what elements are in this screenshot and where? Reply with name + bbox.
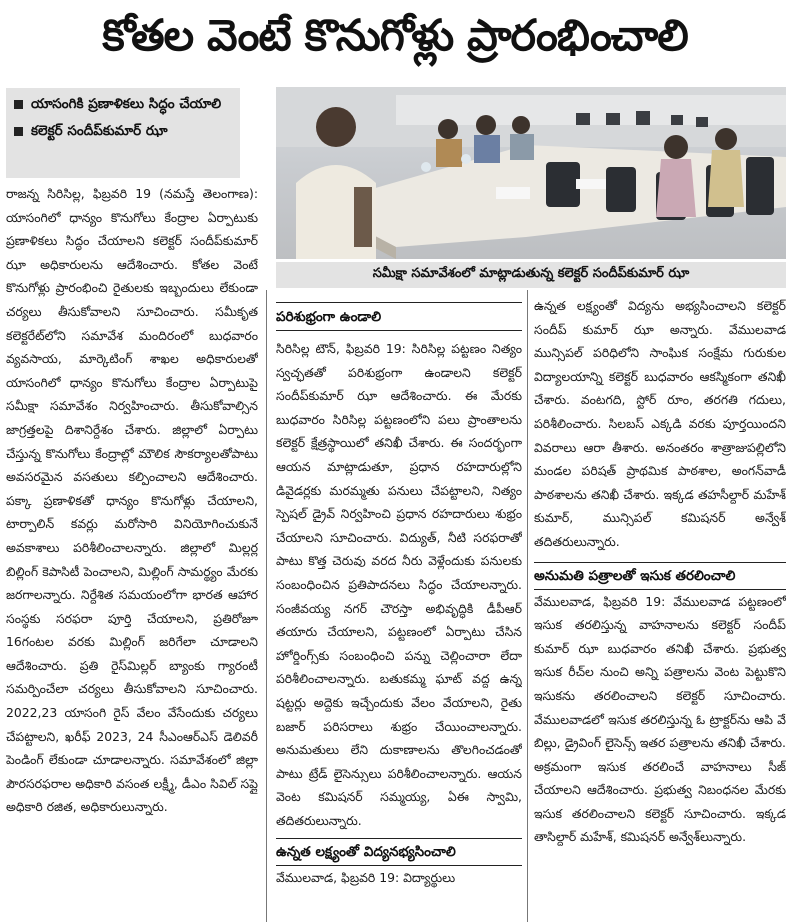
- subhead-rule: [276, 302, 522, 303]
- cleanliness-body: సిరిసిల్ల టౌన్, ఫిబ్రవరి 19: సిరిసిల్ల పట్టణం నిత్యం స్వచ్ఛతతో పరిశుభ్రంగా ఉండాలని కలెక్టర్ సందీప్‌కుమార్ ఝా ఆదేశించారు. ఈ మేరకు బుధవారం సిరిసిల్ల పట్టణంలోని పలు ప్రాంతాలను కలెక్టర్ క్షేత్రస్థాయిలో తనిఖీ చేశారు. ఈ సందర్భంగా ఆయన మాట్లాడుతూ, ప్రధాన రహదారుల్లోని డివైడర్లకు మరమ్మతు పనులు చేపట్టాలని, నిత్యం స్పెషల్ డ్రైవ్ నిర్వహించి ప్రధాన రహదారులు శుభ్రం చేయాలని సూచించారు. విద్యుత్, నీటి సరఫరాతో పాటు కొత్త చెరువు వరద నీరు వెళ్లేందుకు పనులకు సంబంధించిన ప్రతిపాదనలు సిద్ధం చేయాలన్నారు. సంజీవయ్య నగర్ చౌరస్తా అభివృద్ధికి డీపీఆర్ తయారు చేయాలని, పట్టణంలో ఏర్పాటు చేసిన హోర్డింగ్స్‌కు సంబంధించి పన్ను చెల్లించారా లేదా పరిశీలించాలన్నారు. బతుకమ్మ ఘాట్ వద్ద ఉన్న షట్టర్లు అద్దెకు ఇచ్చేందుకు వేలం వేయాలని, రైతు బజార్ పరిసరాలు శుభ్రం చేయించాలన్నారు. అనుమతులు లేని దుకాణాలను తొలగించడంతో పాటు ట్రేడ్ లైసెన్సులు పరిశీలించాలన్నారు. ఆయన వెంట కమిషనర్ సమ్మయ్య, ఏఈ స్వామి, తదితరులున్నారు.: [276, 341, 522, 828]
- education-body-start: వేములవాడ, ఫిబ్రవరి 19: విద్యార్థులు: [276, 870, 456, 886]
- highlight-text: యాసంగికి ప్రణాళికలు సిద్ధం చేయాలి: [31, 96, 222, 112]
- meeting-illustration: [276, 87, 786, 259]
- highlight-text: కలెక్టర్ సందీప్‌కుమార్ ఝా: [31, 123, 168, 139]
- highlight-item: [14, 121, 232, 142]
- main-story-column: [6, 182, 258, 922]
- education-subhead: ఉన్నత లక్ష్యంతో విద్యనభ్యసించాలి: [276, 838, 522, 866]
- sand-subhead: అనుమతి పత్రాలతో ఇసుక తరలించాలి: [534, 562, 786, 590]
- photo-caption: సమీక్షా సమావేశంలో మాట్లాడుతున్న కలెక్టర్ సందీప్‌కుమార్ ఝా: [276, 262, 786, 288]
- main-story-body: రాజన్న సిరిసిల్ల, ఫిబ్రవరి 19 (నమస్తే తెలంగాణ): యాసంగిలో ధాన్యం కొనుగోలు కేంద్రాల ఏర్పాటుకు ప్రణాళికలు సిద్ధం చేయాలని కలెక్టర్ సందీప్‌కుమార్ ఝా అధికారులను ఆదేశించారు. కోతల వెంటే కొనుగోళ్లు ప్రారంభించి రైతులకు ఇబ్బందులు లేకుండా చర్యలు తీసుకోవాలని సూచించారు. సమీకృత కలెక్టరేట్‌లోని సమావేశ మందిరంలో బుధవారం వ్యవసాయ, మార్కెటింగ్ శాఖల అధికారులతో యాసంగిలో ధాన్యం కొనుగోలు కేంద్రాల ఏర్పాటుపై సమీక్షా సమావేశం నిర్వహించారు. తీసుకోవాల్సిన జాగ్రత్తలపై దిశానిర్దేశం చేశారు. జిల్లాలో ఏర్పాటు చేస్తున్న కొనుగోలు కేంద్రాల్లో మౌలిక సౌకర్యాలతోపాటు అవసరమైన వసతులు కల్పించాలని ఆదేశించారు. పక్కా ప్రణాళికతో ధాన్యం కొనుగోళ్లు చేయాలని, టార్పాలిన్ కవర్లు మరోసారి వినియోగించుకునే అవకాశాలు పరిశీలించాలన్నారు. జిల్లాలో మిల్లర్ల బిల్లింగ్ కెపాసిటీ పెంచాలని, మిల్లింగ్ సామర్థ్యం మేరకు జరగాలన్నారు. నిర్దేశిత సమయంలోగా భారత ఆహార సంస్థకు సరఫరా పూర్తి చేయాలని, ప్రతిరోజూ 16గంటల వరకు మిల్లింగ్ జరిగేలా చూడాలని ఆదేశించారు. ప్రతి రైస్‌మిల్లర్ బ్యాంకు గ్యారంటీ సమర్పించేలా చర్యలు తీసుకోవాలని సూచించారు. 2022,23 యాసంగి రైస్ వేలం వేసేందుకు చర్యలు చేపట్టాలని, ఖరీఫ్ 2023, 24 సీఎంఆర్‌ఎస్ డెలివరీ పెండింగ్ లేకుండా చూడాలన్నారు. సమావేశంలో జిల్లా పౌరసరఫరాల అధికారి వసంత లక్ష్మీ, డీఎం సివిల్ సప్లై అధికారి రజిత, అధికారులున్నారు.: [6, 186, 258, 815]
- right-column: [534, 294, 786, 922]
- meeting-photo: [276, 87, 786, 259]
- education-body-continued: ఉన్నత లక్ష్యంతో విద్యను అభ్యసించాలని కలెక్టర్ సందీప్ కుమార్ ఝా అన్నారు. వేములవాడ మున్సిపల్ పరిధిలోని సాంఘిక సంక్షేమ గురుకుల విద్యాలయాన్ని కలెక్టర్ బుధవారం ఆకస్మికంగా తనిఖీ చేశారు. వంటగది, స్టోర్ రూం, తరగతి గదులు, పరిశీలించారు. సిలబస్ ఎక్కడి వరకు పూర్తయిందని వివరాలు ఆరా తీశారు. అనంతరం శాత్రాజుపల్లిలోని మండల పరిషత్ ప్రాథమిక పాఠశాల, అంగన్‌వాడీ పాఠశాలను తనిఖీ చేశారు. ఇక్కడ తహసీల్దార్ మహేశ్ కుమార్, మున్సిపల్ కమిషనర్ అన్వేశ్ తదితరులున్నారు.: [534, 298, 786, 549]
- sand-body: వేములవాడ, ఫిబ్రవరి 19: వేములవాడ పట్టణంలో ఇసుక తరలిస్తున్న వాహనాలను కలెక్టర్ సందీప్ కుమార్ ఝా బుధవారం తనిఖీ చేశారు. ప్రభుత్వ ఇసుక రీచ్‌ల నుంచి అన్ని పత్రాలను వెంట పెట్టుకొని ఇసుకను తరలించాలని కలెక్టర్ సూచించారు. వేములవాడలో ఇసుక తరలిస్తున్న ఓ ట్రాక్టర్‌ను ఆపి వే బిల్లు, డ్రైవింగ్ లైసెన్స్ ఇతర పత్రాలను తనిఖీ చేశారు. అక్రమంగా ఇసుక తరలించే వాహనాలు సీజ్ చేయాలని ఆదేశించారు. ప్రభుత్వ నిబంధనల మేరకు ఇసుక తరలించాలని కలెక్టర్ సూచించారు. ఇక్కడ తాసిల్దార్ మహేశ్, కమిషనర్ అన్వేశ్‌లున్నారు.: [534, 593, 786, 845]
- headline: కోతల వెంటే కొనుగోళ్లు ప్రారంభించాలి: [102, 11, 688, 61]
- bullet-square-icon: [14, 100, 23, 109]
- bullet-square-icon: [14, 127, 23, 136]
- highlight-item: [14, 94, 232, 115]
- cleanliness-subhead: పరిశుభ్రంగా ఉండాలి: [276, 304, 522, 331]
- column-divider: [266, 290, 267, 922]
- column-divider: [527, 290, 528, 922]
- highlights-box: [6, 88, 240, 178]
- cleanliness-story-column: [276, 304, 522, 922]
